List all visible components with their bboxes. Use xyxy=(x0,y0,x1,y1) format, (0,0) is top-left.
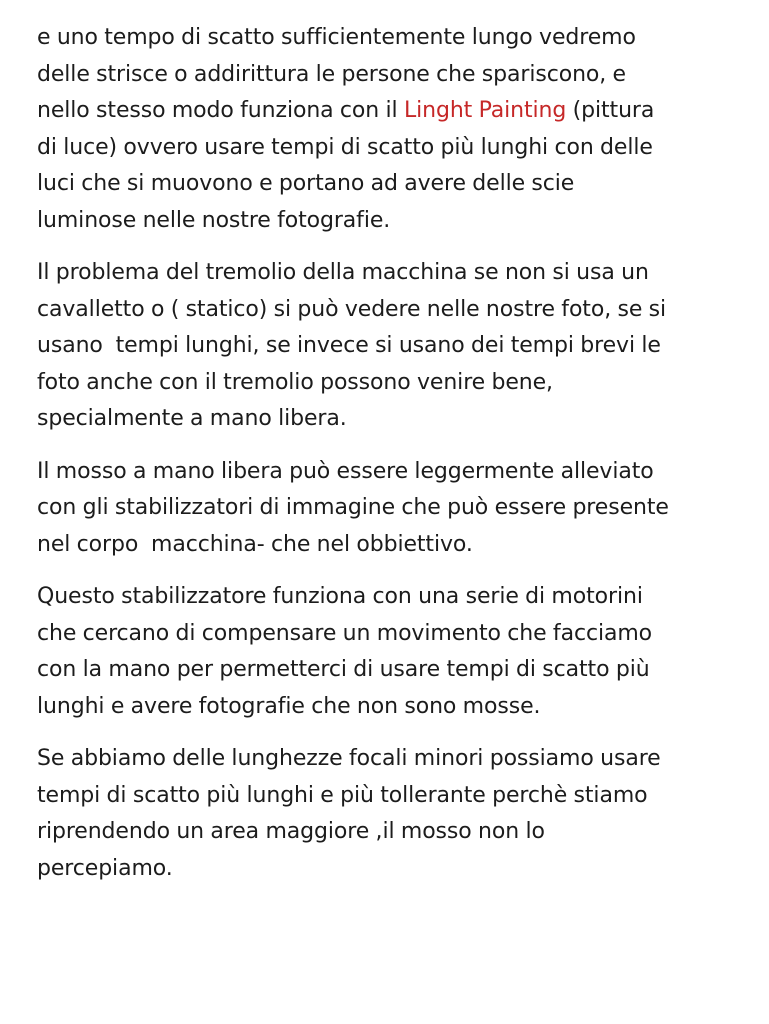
text-line: che cercano di compensare un movimento che facciamo xyxy=(37,620,653,646)
text-line: luci che si muovono e portano ad avere delle scie xyxy=(37,171,575,196)
text-line: delle strisce o addirittura le persone che spariscono, e xyxy=(37,61,626,87)
paragraph-1 xyxy=(37,20,742,239)
text-line: usano tempi lunghi, se invece si usano dei tempi brevi le xyxy=(37,333,661,358)
text-line: con la mano per permetterci di usare tempi di scatto più xyxy=(37,657,650,682)
text-line: tempi di scatto più lunghi e più tollerante perchè stiamo xyxy=(37,782,648,808)
text-line: lunghi e avere fotografie che non sono mosse. xyxy=(37,693,541,719)
text-line: con gli stabilizzatori di immagine che può essere presente xyxy=(37,495,669,520)
text-line: e uno tempo di scatto sufficientemente lungo vedremo xyxy=(37,25,636,50)
text-line: specialmente a mano libera. xyxy=(37,406,347,431)
text-line: di luce) ovvero usare tempi di scatto più lunghi con delle xyxy=(37,134,653,160)
text-line: Questo stabilizzatore funziona con una serie di motorini xyxy=(37,584,643,609)
paragraph-2 xyxy=(37,255,742,438)
text-line: nel corpo macchina- che nel obbiettivo. xyxy=(37,531,473,557)
text-line: percepiamo. xyxy=(37,855,173,881)
text-line: luminose nelle nostre fotografie. xyxy=(37,207,391,233)
text-line: riprendendo un area maggiore ,il mosso non lo xyxy=(37,819,545,844)
text-line: foto anche con il tremolio possono venire bene, xyxy=(37,369,553,395)
document-body xyxy=(37,20,742,903)
text-line: Il problema del tremolio della macchina se non si usa un xyxy=(37,260,649,285)
text-line: (pittura xyxy=(566,98,655,123)
paragraph-3 xyxy=(37,454,742,564)
light-painting-link[interactable]: Linght Painting xyxy=(403,98,567,123)
paragraph-4 xyxy=(37,579,742,725)
text-line: nello stesso modo funziona con il xyxy=(37,98,404,123)
text-line: cavalletto o ( statico) si può vedere nelle nostre foto, se si xyxy=(37,296,667,322)
paragraph-5 xyxy=(37,741,742,887)
text-line: Il mosso a mano libera può essere leggermente alleviato xyxy=(37,458,654,484)
text-line: Se abbiamo delle lunghezze focali minori possiamo usare xyxy=(37,746,661,771)
